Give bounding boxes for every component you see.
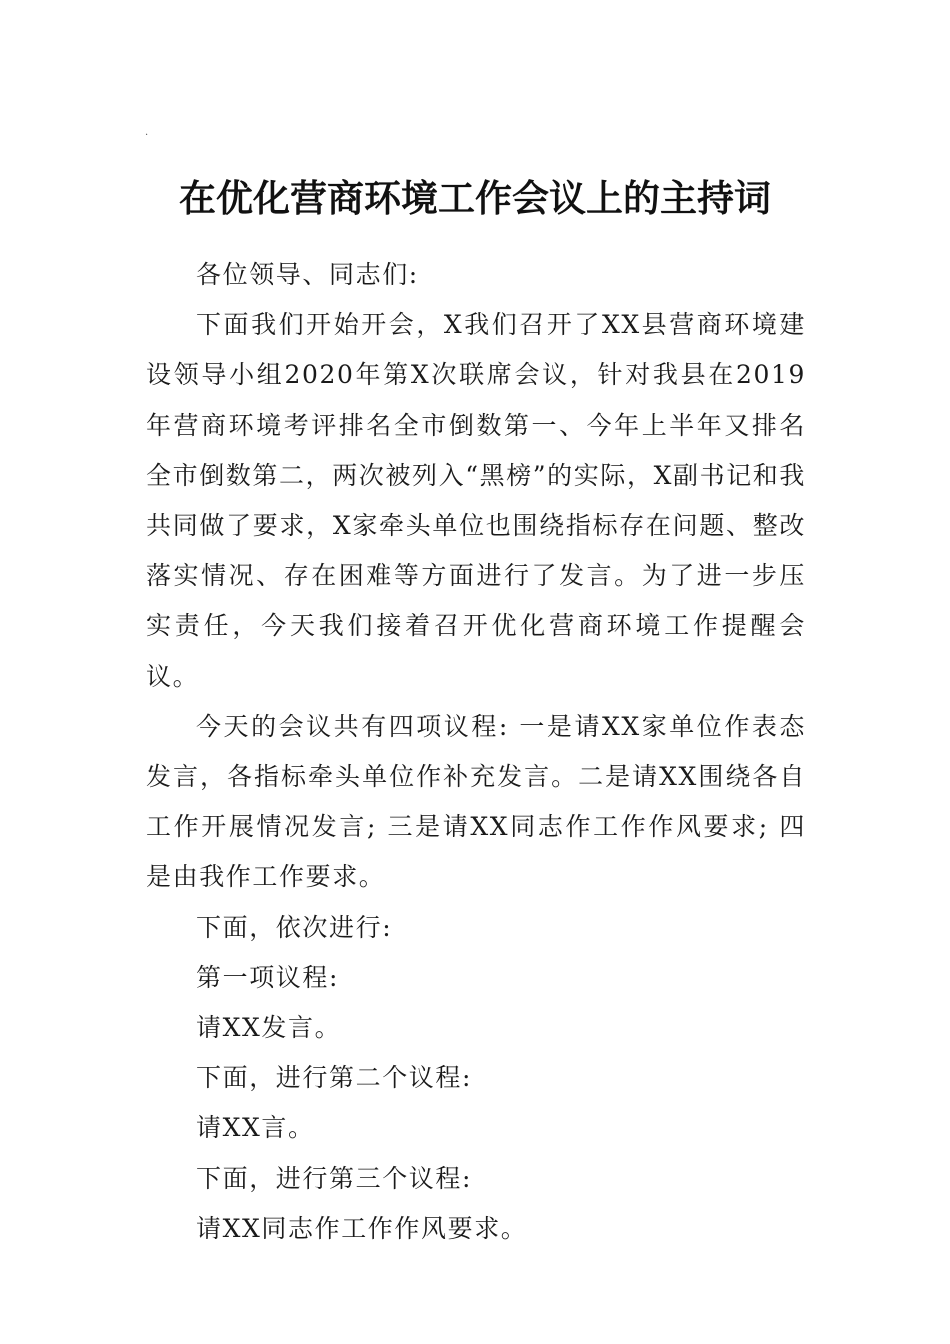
corner-mark: .: [145, 127, 149, 138]
document-body: [146, 250, 806, 1254]
paragraph-item-1: 第一项议程:: [196, 962, 340, 992]
paragraph-item-2: 下面，进行第二个议程:: [196, 1063, 473, 1093]
paragraph-salutation: 各位领导、同志们:: [196, 260, 419, 289]
paragraph-item-2-speaker: 请XX言。: [196, 1113, 315, 1143]
paragraph-opening: 下面我们开始开会，X我们召开了XX县营商环境建设领导小组2020年第X次联席会议，针对我县在2019年营商环境考评排名全市倒数第一、今年上半年又排名全市倒数第二，两次被列入“黑榜”的实际，X副书记和我共同做了要求，X家牵头单位也围绕指标存在问题、整改落实情况、存在困难等方面进行了发言。为了进一步压实责任，今天我们接着召开优化营商环境工作提醒会议。: [146, 310, 806, 691]
paragraph-proceed: 下面，依次进行:: [196, 912, 393, 942]
document-title: 在优化营商环境工作会议上的主持词: [179, 176, 771, 220]
paragraph-item-3-speaker: 请XX同志作工作作风要求。: [196, 1213, 528, 1243]
paragraph-item-3: 下面，进行第三个议程:: [196, 1163, 473, 1193]
paragraph-agenda: 今天的会议共有四项议程: 一是请XX家单位作表态发言，各指标牵头单位作补充发言。二是请XX围绕各自工作开展情况发言; 三是请XX同志作工作作风要求; 四是由我作工作要求。: [146, 711, 806, 892]
paragraph-item-1-speaker: 请XX发言。: [196, 1013, 342, 1043]
